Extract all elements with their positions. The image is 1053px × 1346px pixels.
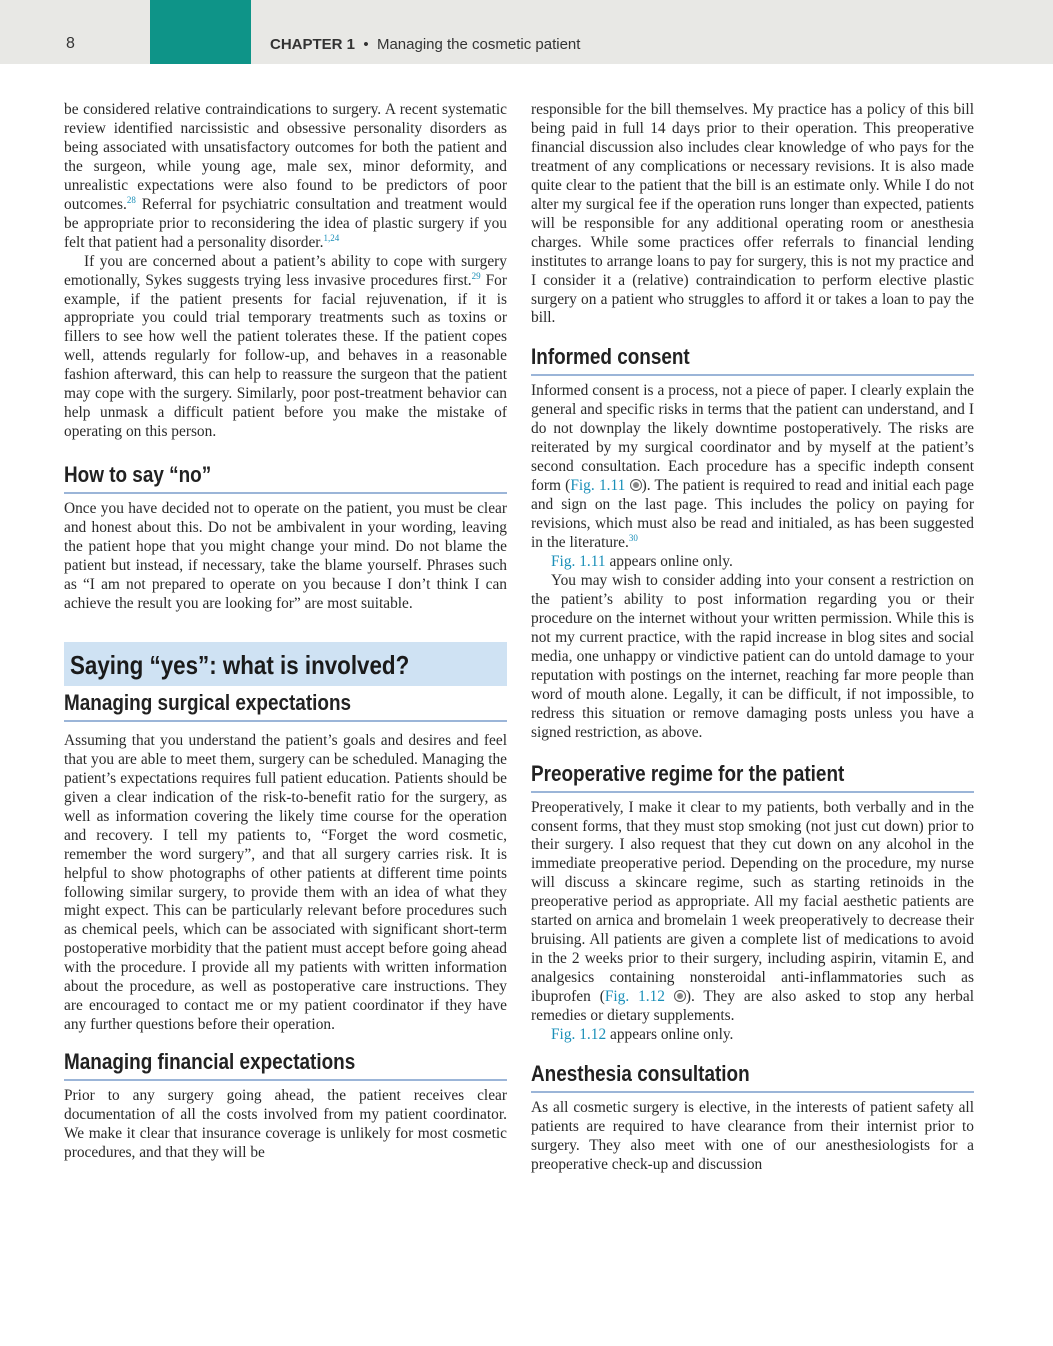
heading-informed-consent: Informed consent bbox=[531, 344, 690, 370]
paragraph: Fig. 1.11 appears online only. bbox=[551, 553, 733, 571]
reference[interactable]: 1,24 bbox=[323, 232, 340, 243]
figure-link[interactable]: Fig. 1.11 bbox=[551, 553, 606, 571]
heading-rule bbox=[531, 791, 974, 793]
paragraph: If you are concerned about a patient’s ability to cope with surgery emotionally, Sykes suggests trying less invasive procedures first.$^{29}$ For example, if the patient presents for facial rejuvenation, if it is appropriate you could trial temporary treatments such as toxins or fillers to see how well the patient tolerates these. If the patient copes well, attends regularly for follow-up, and behaves in a reasonable fashion afterward, this can help to reassure the surgeon that the patient may cope with the surgery. Similarly, poor post-treatment behavior can help unmask a difficult patient before you make the mistake of operating on this person. bbox=[64, 252, 507, 441]
heading-surgical-expectations: Managing surgical expectations bbox=[64, 689, 352, 715]
heading-anesthesia-consultation: Anesthesia consultation bbox=[531, 1060, 750, 1086]
page-number: 8 bbox=[66, 35, 75, 52]
paragraph: responsible for the bill themselves. My practice has a policy of this bill being paid in full 14 days prior to their operation. This preoperative financial discussion also includes clear knowledge of who pays for the treatment of any complications or necessary revisions. It is also made quite clear to the patient that the bill is an estimate only. While I do not alter my surgical fee if the operation runs longer than expected, patients will be responsible for any additional operating room or anesthesia charges. While some practices offer referrals to financial lending institutes to arrange loans to pay for surgery, this is not my practice and I consider it a (relative) contraindication to perform elective plastic surgery on a patient who struggles to afford it or takes a loan to pay the bill. bbox=[531, 101, 974, 327]
figure-link[interactable]: Fig. 1.12 bbox=[551, 1025, 607, 1043]
paragraph: Preoperatively, I make it clear to my patients, both verbally and in the consent forms, that they must stop smoking (not just cut down) prior to their surgery. I also request that they cut down on any alcohol in the immediate preoperative period. Depending on the procedure, my nurse will discuss a skincare regime, such as starting retinoids in the preoperative period as appropriate. All my facial aesthetic patients are started on arnica and bromelain 1 week preoperatively to decrease their bruising. All patients are given a complete list of medications to avoid in the 2 weeks prior to their surgery, including aspirin, vitamin E, and analgesics containing nonsteroidal anti-inflammatories such as ibuprofen (Fig. 1.12 ). They are also asked to stop any herbal remedies or dietary supplements. bbox=[531, 798, 974, 1025]
reference[interactable]: 29 bbox=[471, 270, 481, 281]
paragraph: Informed consent is a process, not a piece of paper. I clearly explain the general and specific risks in terms that the patient can understand, and I do not downplay the likely downtime postoperatively. The risks are reiterated by my surgical coordinator and by myself at the patient’s second consultation. Each procedure has a specific indepth consent form (Fig. 1.11 ). The patient is required to read and initial each page and sign on the last page. This includes the policy on paying for revisions, which must also be read and initialed, as has been suggested in the literature.$^{30}$ bbox=[531, 382, 975, 552]
chapter-label: CHAPTER 1 bbox=[270, 36, 356, 53]
paragraph: Prior to any surgery going ahead, the patient receives clear documentation of all the costs involved from my patient coordinator. We make it clear that insurance coverage is unlikely for most cosmetic procedures, and that they will be bbox=[64, 1087, 507, 1161]
paragraph: Fig. 1.12 appears online only. bbox=[551, 1025, 734, 1043]
figure-link[interactable]: Fig. 1.11 bbox=[570, 477, 626, 495]
online-content-icon[interactable] bbox=[630, 479, 642, 491]
paragraph: As all cosmetic surgery is elective, in the interests of patient safety all patients are required to have clearance from their internist prior to surgery. They also meet with one of our anesthesiologists for a preoperative check-up and discussion bbox=[531, 1098, 974, 1173]
right-column bbox=[531, 101, 974, 1175]
paragraph: Once you have decided not to operate on the patient, you must be clear and honest about this. Do not be ambivalent in your wording, leaving the patient hope that you might change your mind. Do not blame the patient but instead, if necessary, take the blame yourself. Phrases such as “I am not prepared to operate on you because I don’t think I can achieve the result you are looking for” are most suitable. bbox=[64, 500, 507, 612]
heading-financial-expectations: Managing financial expectations bbox=[64, 1049, 356, 1075]
running-head bbox=[270, 36, 580, 53]
page-header bbox=[0, 0, 1053, 64]
heading-preoperative-regime: Preoperative regime for the patient bbox=[531, 760, 845, 786]
online-content-icon[interactable] bbox=[674, 990, 686, 1002]
left-column bbox=[64, 101, 507, 1163]
heading-rule bbox=[64, 492, 507, 494]
heading-how-to-say-no: How to say “no” bbox=[64, 462, 212, 488]
chapter-title: Managing the cosmetic patient bbox=[376, 36, 581, 53]
reference[interactable]: 28 bbox=[126, 194, 136, 205]
heading-rule bbox=[64, 1079, 507, 1081]
section-title: Saying “yes”: what is involved? bbox=[70, 649, 410, 680]
paragraph: You may wish to consider adding into your consent a restriction on the patient’s ability to post information regarding you or their procedure on the internet without your written permission. While this is not my current practice, with the rapid increase in blog sites and social media, one unhappy or vindictive patient can do untold damage to your reputation with postings on the internet, reaching far more people than word of mouth alone. Legally, it can be difficult, if not impossible, to redress this situation or remove damaging posts unless you have a signed restriction, as above. bbox=[531, 571, 974, 741]
heading-rule bbox=[531, 374, 974, 376]
reference[interactable]: 30 bbox=[628, 533, 638, 544]
separator-bullet: • bbox=[363, 36, 369, 53]
paragraph: be considered relative contraindications to surgery. A recent systematic review identified narcissistic and obsessive personality disorders as being associated with unsatisfactory outcomes for both the patient and the surgeon, while young age, male sex, minor deformity, and unrealistic expectations were also found to be predictors of poor outcomes.$^{28}$ Referral for psychiatric consultation and treatment would be appropriate prior to reconsidering the idea of plastic surgery if you felt that patient had a personality disorder.$^{1,24}$ bbox=[64, 101, 507, 251]
figure-link[interactable]: Fig. 1.12 bbox=[604, 988, 665, 1006]
heading-rule bbox=[531, 1091, 974, 1093]
paragraph: Assuming that you understand the patient’s goals and desires and feel that you are able to meet them, surgery can be scheduled. Managing the patient’s expectations requires full patient education. Patients should be given a clear indication of the risk-to-benefit ratio for the surgery, as well as information covering the likely time course for the operation and recovery. I tell my patients to, “Forget the word cosmetic, remember the word surgery”, and that all surgery carries risk. It is helpful to show photographs of other patients at different time points following similar surgery, to provide them with an idea of what they might expect. This can be particularly relevant before procedures such as chemical peels, which can be associated with significant short-term postoperative morbidity that the patient must accept before going ahead with the procedure. I provide all my patients with written information about the procedure, as well as postoperative care instructions. They are encouraged to contact me or my patient coordinator if they have any further questions before their operation. bbox=[64, 731, 507, 1034]
section-banner bbox=[64, 642, 507, 686]
heading-rule bbox=[64, 720, 507, 722]
chapter-color-tab bbox=[150, 0, 251, 64]
